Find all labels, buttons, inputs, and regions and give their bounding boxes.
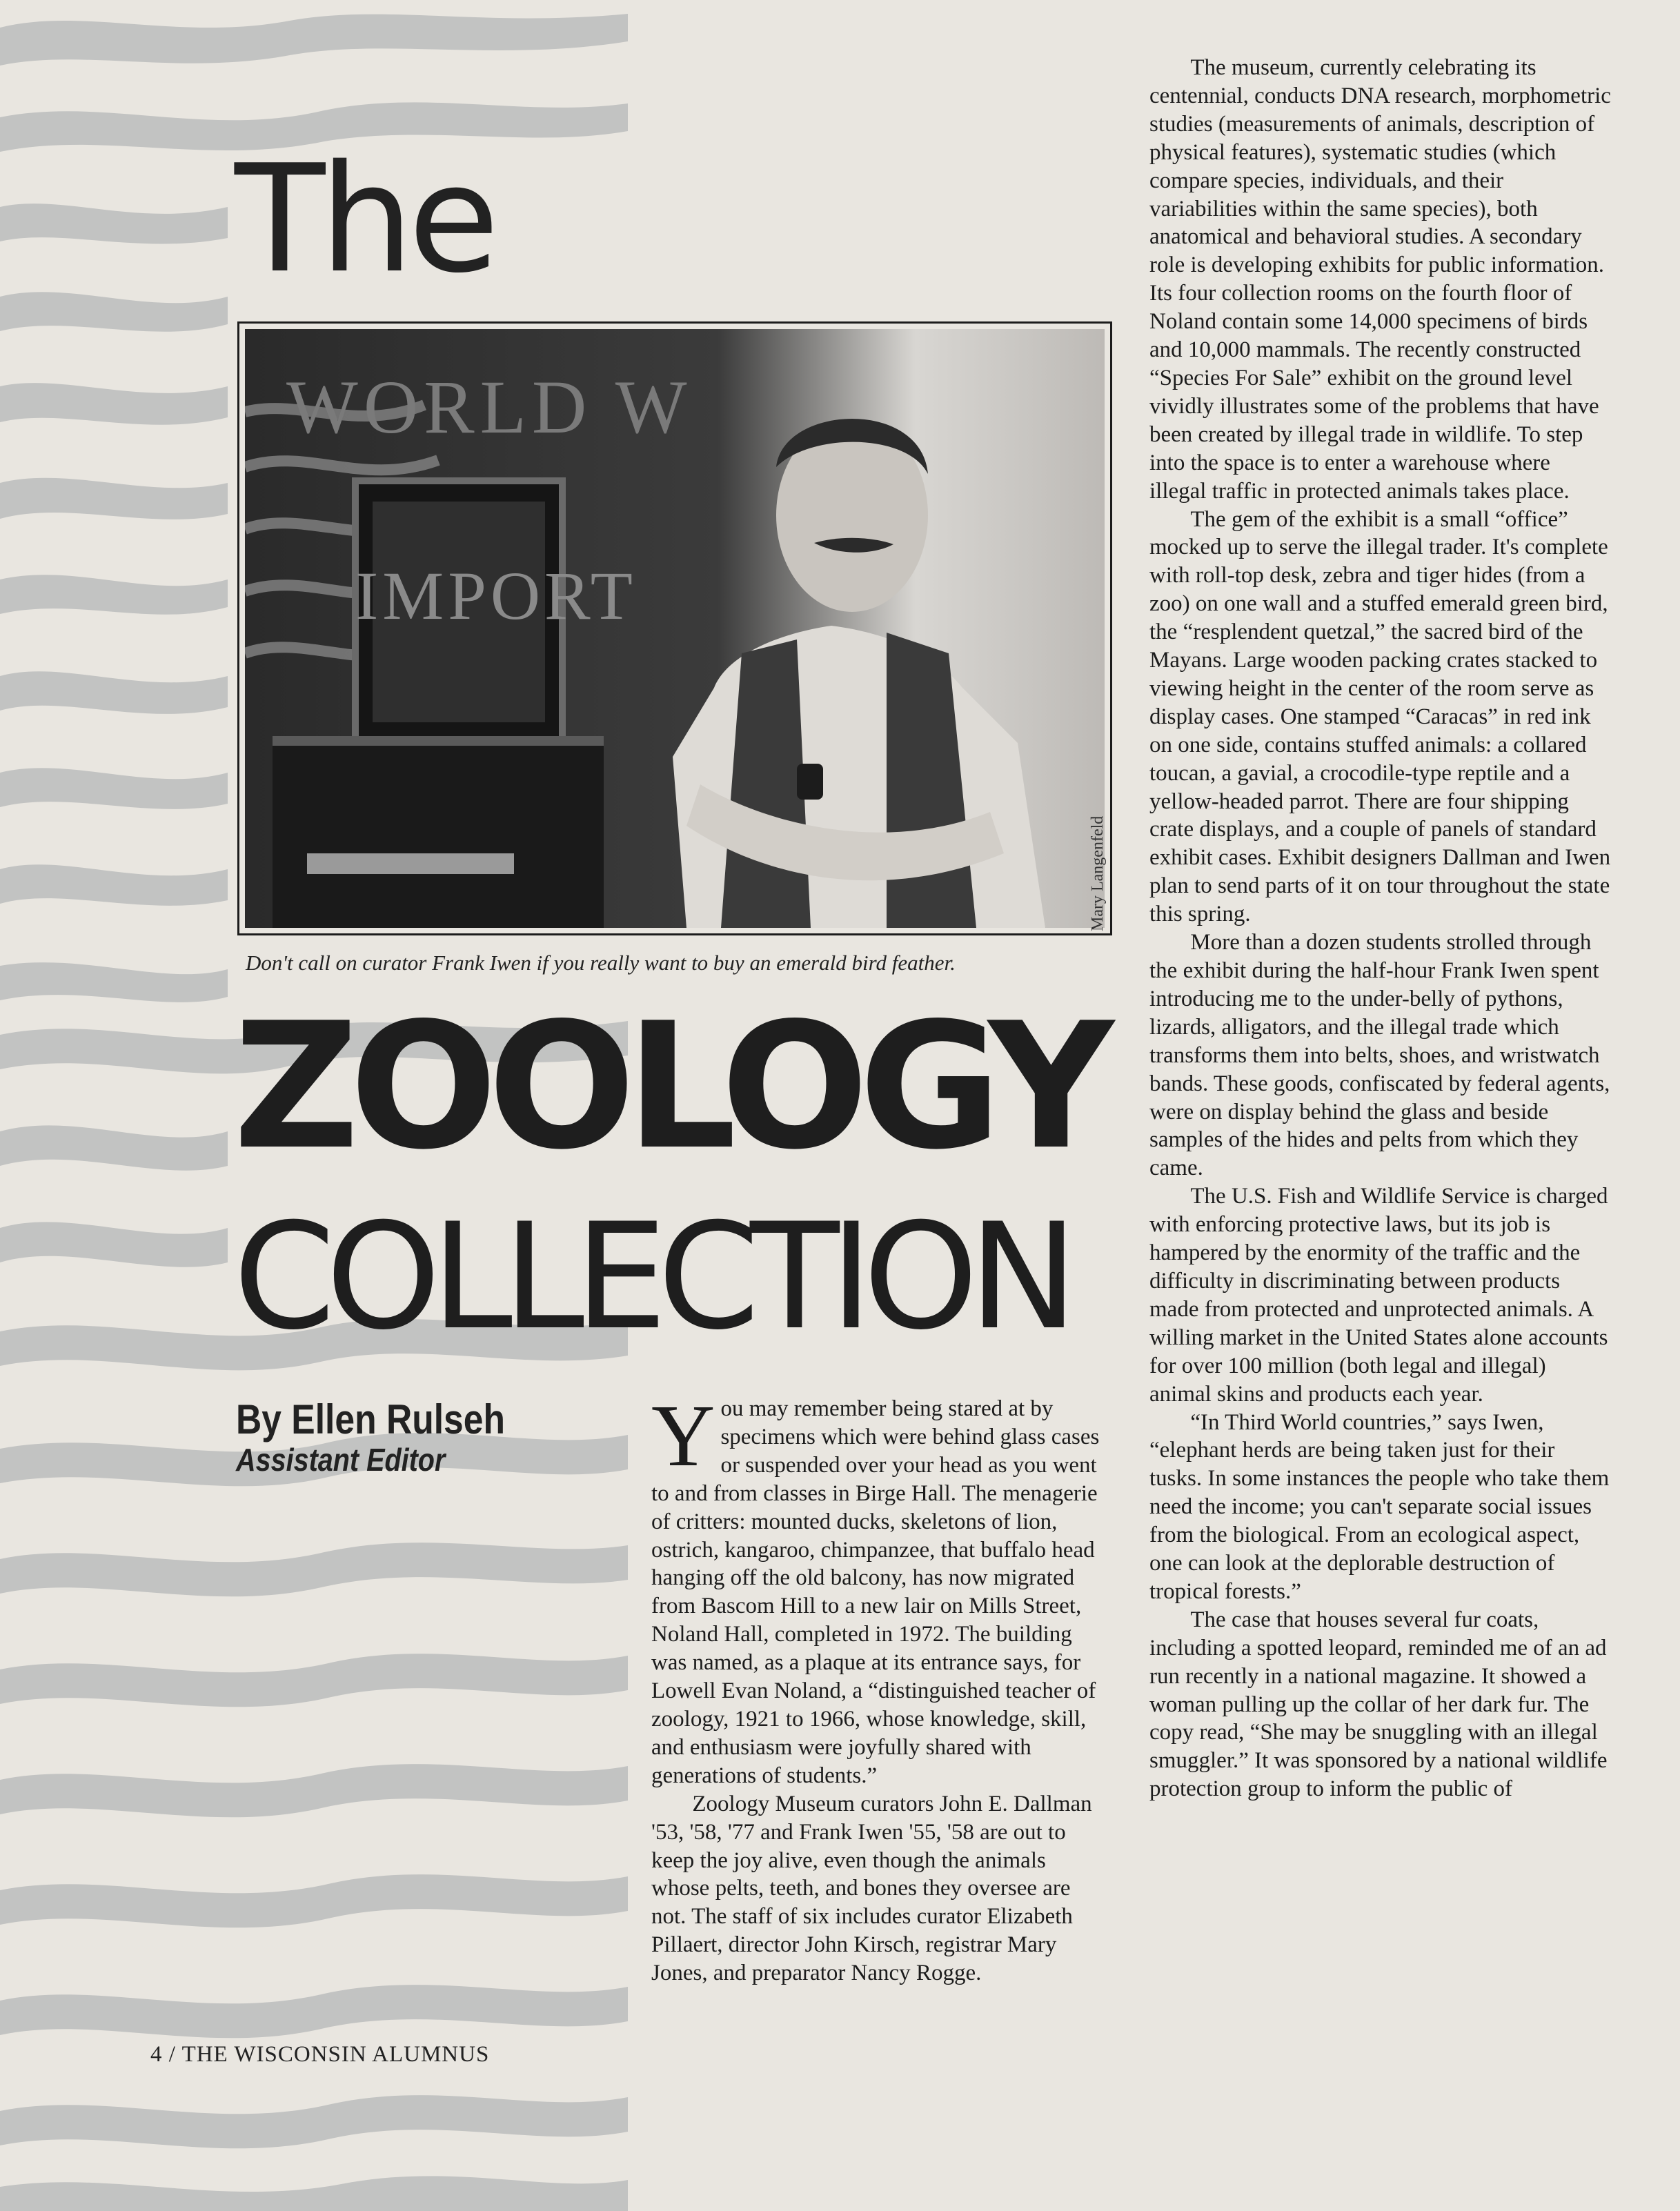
article-paragraph: The case that houses several fur coats, including a spotted leopard, reminded me of an ad run recently in a national magazine. It showed a woman pulling up the collar of her dark fur. The copy read, “She may be snuggling with an illegal smuggler.” It was sponsored by a national wildlife protection group to inform the public of bbox=[1149, 1607, 1608, 1802]
curator-photo bbox=[237, 321, 1112, 935]
article-column-middle bbox=[651, 1395, 1107, 2095]
article-paragraph: The U.S. Fish and Wildlife Service is charged with enforcing protective laws, but its job is hampered by the enormity of the traffic and the difficulty in discriminating between products made from protected and unprotected animals. A willing market in the United States alone accounts for over 100 million (both legal and illegal) animal skins and products each year. bbox=[1149, 1184, 1608, 1407]
page-folio: 4 / THE WISCONSIN ALUMNUS bbox=[150, 2042, 490, 2067]
article-paragraph: “In Third World countries,” says Iwen, “elephant herds are being taken just for their tusks. In some instances the people who take them need the income; you can't separate social issues from the biological. From an ecological aspect, one can look at the deplorable destruction of tropical forests.” bbox=[1149, 1409, 1610, 1604]
article-paragraph: Zoology Museum curators John E. Dallman '53, '58, '77 and Frank Iwen '55, '58 are out to keep the joy alive, even though the animals whose pelts, teeth, and bones they oversee are not. The staff of six includes curator Elizabeth Pillaert, director John Kirsch, registrar Mary Jones, and preparator Nancy Rogge. bbox=[651, 1791, 1092, 1986]
article-column-right bbox=[1149, 54, 1612, 2097]
headline-collection: COLLECTION bbox=[233, 1191, 1069, 1362]
article-paragraph: More than a dozen students strolled through the exhibit during the half-hour Frank Iwen spent introducing me to the under-belly of pythons, lizards, alligators, and the illegal trade which transforms them into belts, shoes, and wristwatch bands. These goods, confiscated by federal agents, were on display behind the glass and beside samples of the hides and pelts from which they came. bbox=[1149, 930, 1610, 1181]
author-name: By Ellen Rulseh bbox=[236, 1396, 505, 1442]
curator-photo-image bbox=[245, 329, 1105, 928]
article-paragraph-text: ou may remember being stared at by specimens which were behind glass cases or suspended over your head as you went to and from classes in Birge Hall. The menagerie of critters: mounted ducks, skeletons of lion, ostrich, kangaroo, chimpanzee, that buffalo head hanging off the old balcony, has now migrated from Bascom Hill to a new lair on Mills Street, Noland Hall, completed in 1972. The building was named, as a plaque at its entrance says, for Lowell Evan Noland, a “distinguished teacher of zoology, 1921 to 1966, whose knowledge, skill, and enthusiasm were joyfully shared with generations of students.” bbox=[651, 1396, 1100, 1788]
author-role: Assistant Editor bbox=[236, 1442, 446, 1478]
article-paragraph: The museum, currently celebrating its centennial, conducts DNA research, morphometric studies (measurements of animals, description of physical features), systematic studies (which compare species, individuals, and their variabilities within the same species), both anatomical and behavioral studies. A secondary role is developing exhibits for public information. Its four collection rooms on the fourth floor of Noland contain some 14,000 specimens of birds and 10,000 mammals. The recently constructed “Species For Sale” exhibit on the ground level vividly illustrates some of the problems that have been created by illegal trade in wildlife. To step into the space is to enter a warehouse where illegal traffic in protected animals takes place. bbox=[1149, 55, 1611, 504]
article-paragraph: The gem of the exhibit is a small “office” mocked up to serve the illegal trader. It's complete with roll-top desk, zebra and tiger hides (from a zoo) on one wall and a stuffed emerald green bird, the “resplendent quetzal,” the sacred bird of the Mayans. Large wooden packing crates stacked to viewing height in the center of the room serve as display cases. One stamped “Caracas” in red ink on one side, contains stuffed animals: a collared toucan, a gavial, a crocodile-type reptile and a yellow-headed parrot. There are four shipping crate displays, and a couple of panels of standard exhibit cases. Exhibit designers Dallman and Iwen plan to send parts of it on tour throughout the state this spring. bbox=[1149, 506, 1611, 927]
headline-the: The bbox=[235, 132, 494, 306]
byline bbox=[236, 1398, 505, 1479]
sign-text-top: WORLD W bbox=[286, 365, 693, 449]
headline-zoology: ZOOLOGY bbox=[233, 986, 1105, 1188]
sign-text-middle: IMPORT bbox=[355, 557, 637, 634]
drop-cap: Y bbox=[651, 1395, 715, 1485]
photo-caption: Don't call on curator Frank Iwen if you really want to buy an emerald bird feather. bbox=[246, 951, 956, 975]
photo-credit: Mary Langenfeld bbox=[1089, 815, 1107, 931]
article-paragraph bbox=[651, 1395, 1107, 1790]
